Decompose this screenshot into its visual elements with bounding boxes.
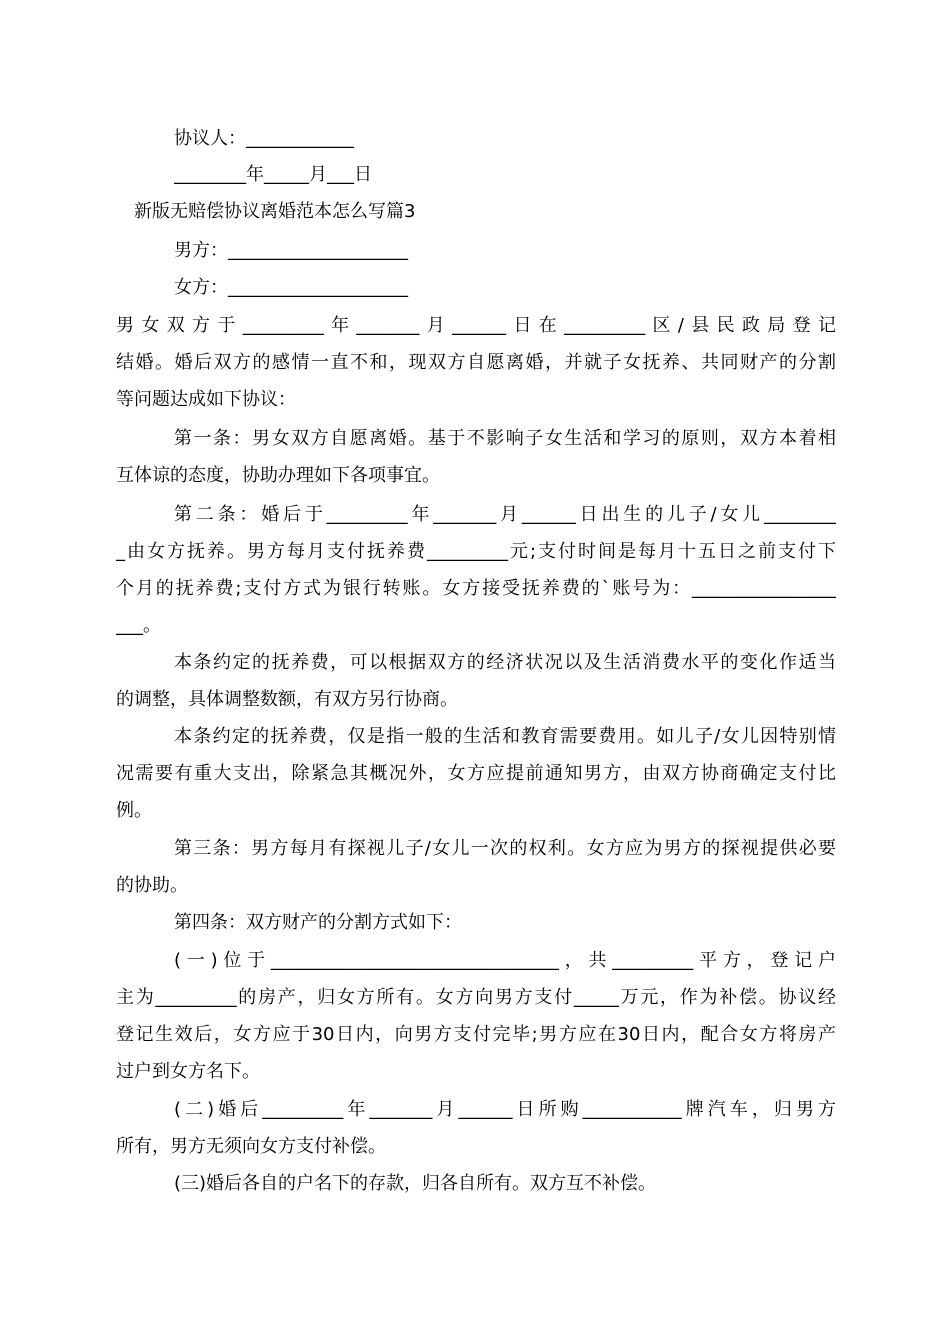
paragraph-line: 本条约定的抚养费，可以根据双方的经济状况以及生活消费水平的变化作适当 bbox=[174, 652, 836, 673]
paragraph-line: 男女双方于_________年_______月______日在_________区/县民政局登记 bbox=[116, 315, 836, 336]
date-line: ________年_____月___日 bbox=[174, 164, 372, 185]
article-2-line: ___。 bbox=[116, 615, 161, 636]
male-party-line: 男方：____________________ bbox=[174, 240, 408, 261]
car-item-line: 所有，男方无须向女方支付补偿。 bbox=[116, 1136, 386, 1157]
paragraph-line: 例。 bbox=[116, 800, 152, 821]
article-4-heading: 第四条：双方财产的分割方式如下： bbox=[174, 912, 462, 933]
property-item-line: 过户到女方名下。 bbox=[116, 1061, 260, 1082]
paragraph-line: 况需要有重大支出，除紧急其概况外，女方应提前通知男方，由双方协商确定支付比 bbox=[116, 763, 836, 784]
article-2-line: 个月的抚养费;支付方式为银行转账。女方接受抚养费的`账号为：________________ bbox=[116, 578, 836, 599]
paragraph-line: 结婚。婚后双方的感情一直不和，现双方自愿离婚，并就子女抚养、共同财产的分割 bbox=[116, 352, 836, 373]
property-item-line: 主为_________的房产，归女方所有。女方向男方支付_____万元，作为补偿。协议经 bbox=[116, 987, 836, 1008]
article-1-line: 互体谅的态度，协助办理如下各项事宜。 bbox=[116, 465, 440, 486]
paragraph-line: 等问题达成如下协议： bbox=[116, 389, 296, 410]
signatory-line: 协议人：____________ bbox=[174, 128, 354, 149]
paragraph-line: 本条约定的抚养费，仅是指一般的生活和教育需要费用。如儿子/女儿因特别情 bbox=[174, 726, 836, 747]
section-heading: 新版无赔偿协议离婚范本怎么写篇3 bbox=[134, 201, 416, 222]
article-2-line: _由女方抚养。男方每月支付抚养费_________元;支付时间是每月十五日之前支付下 bbox=[116, 541, 836, 562]
deposit-item-line: (三)婚后各自的户名下的存款，归各自所有。双方互不补偿。 bbox=[174, 1173, 657, 1194]
property-item-line: (一)位于________________________________，共_________平方，登记户 bbox=[174, 950, 836, 971]
article-2-line: 第二条：婚后于_________年_______月______日出生的儿子/女儿________ bbox=[174, 504, 836, 525]
article-3-line: 第三条：男方每月有探视儿子/女儿一次的权利。女方应为男方的探视提供必要 bbox=[174, 838, 836, 859]
property-item-line: 登记生效后，女方应于30日内，向男方支付完毕;男方应在30日内，配合女方将房产 bbox=[116, 1024, 836, 1045]
article-3-line: 的协助。 bbox=[116, 875, 188, 896]
car-item-line: (二)婚后_________年_______月______日所购___________牌汽车，归男方 bbox=[174, 1099, 836, 1120]
female-party-line: 女方：____________________ bbox=[174, 277, 408, 298]
paragraph-line: 的调整，具体调整数额，有双方另行协商。 bbox=[116, 689, 458, 710]
article-1-line: 第一条：男女双方自愿离婚。基于不影响子女生活和学习的原则，双方本着相 bbox=[174, 428, 836, 449]
